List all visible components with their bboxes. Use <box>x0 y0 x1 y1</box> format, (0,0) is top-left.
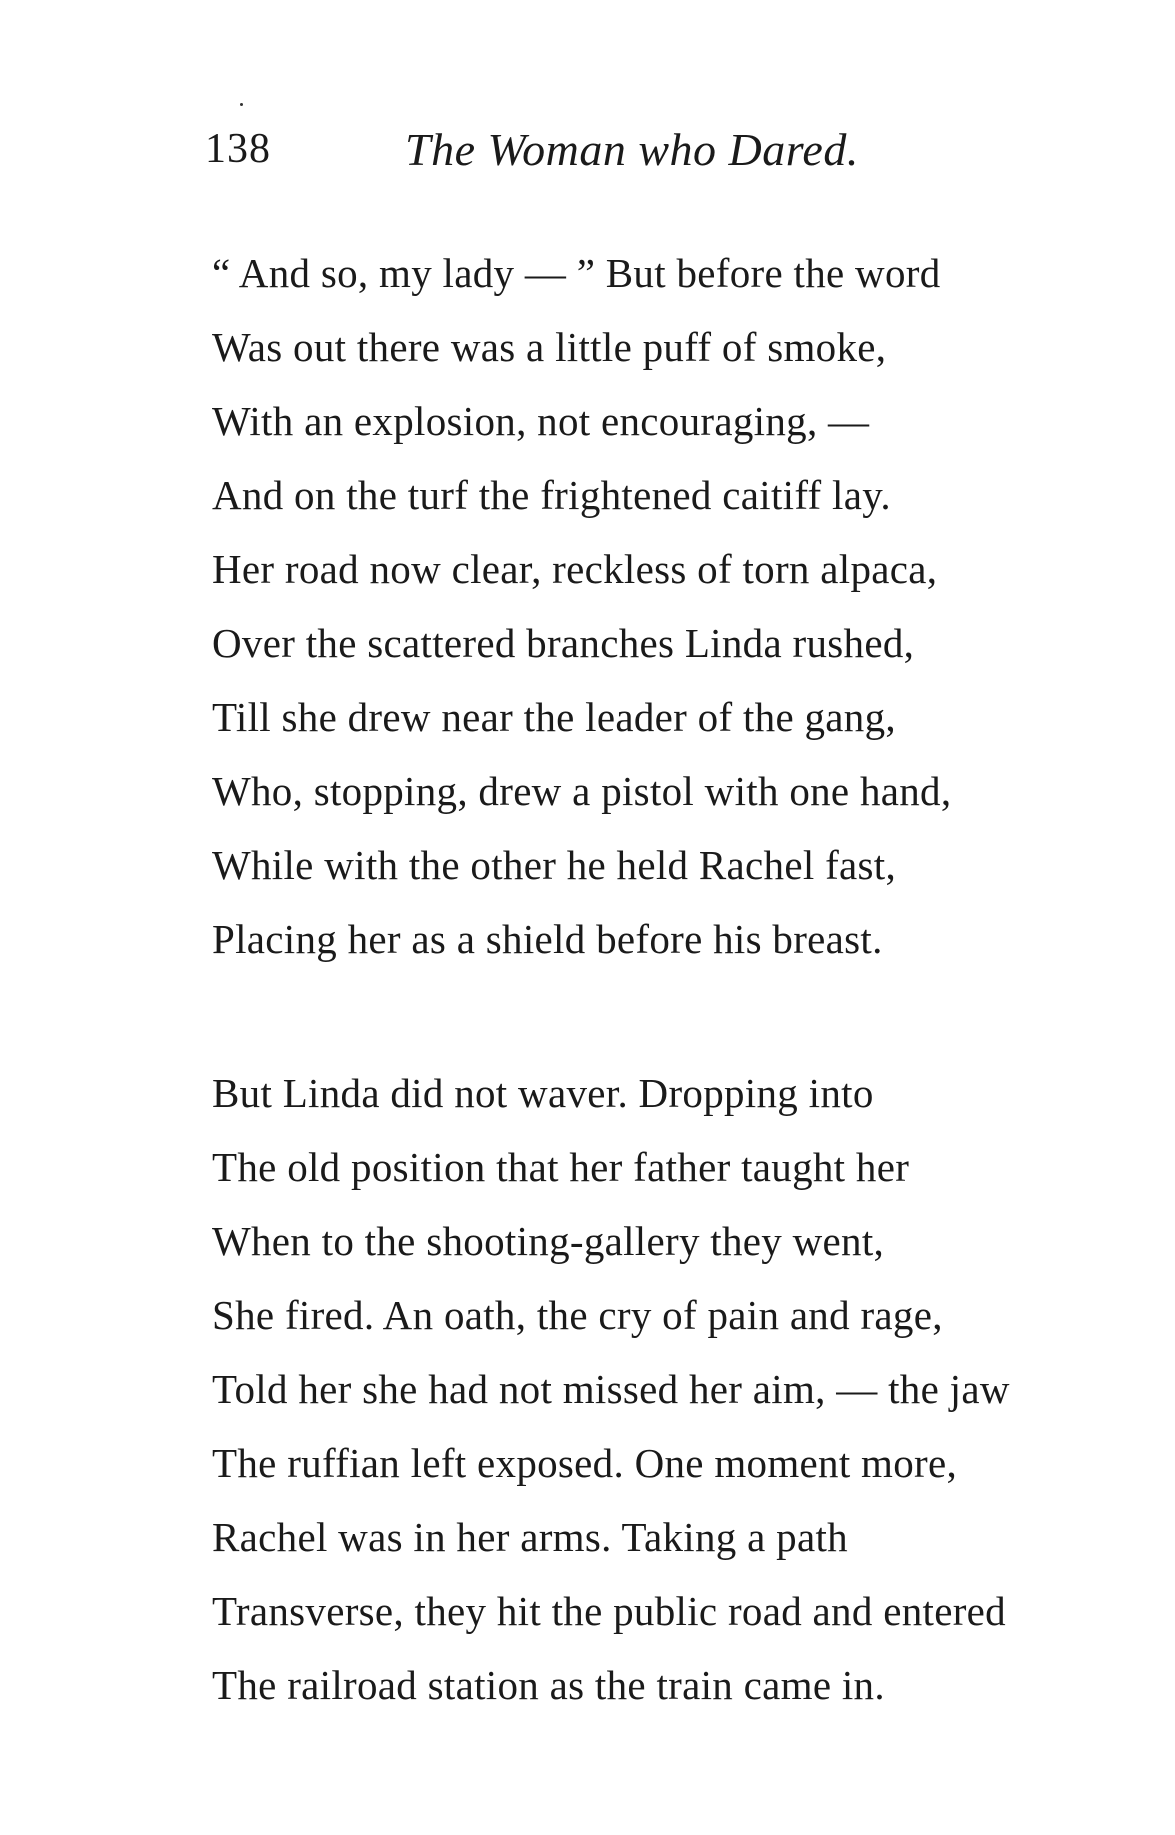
verse-line: When to the shooting-gallery they went, <box>212 1218 885 1264</box>
page-number: 138 <box>205 126 271 172</box>
ink-speck <box>240 103 243 106</box>
verse-line: Was out there was a little puff of smoke, <box>212 324 887 370</box>
stanza-1 <box>212 236 1132 976</box>
verse-line: The old position that her father taught her <box>212 1144 910 1190</box>
verse-line: And on the turf the frightened caitiff lay. <box>212 472 891 518</box>
verse-line: Transverse, they hit the public road and entered <box>212 1588 1006 1634</box>
verse-line: Over the scattered branches Linda rushed, <box>212 620 915 666</box>
verse-line: The ruffian left exposed. One moment more, <box>212 1440 958 1486</box>
verse-line: Her road now clear, reckless of torn alpaca, <box>212 546 938 592</box>
verse-line: Told her she had not missed her aim, — the jaw <box>212 1366 1010 1412</box>
verse-line: Till she drew near the leader of the gang, <box>212 694 896 740</box>
page-header <box>205 125 1005 185</box>
verse-line: “ And so, my lady — ” But before the word <box>212 250 941 296</box>
verse-line: Rachel was in her arms. Taking a path <box>212 1514 848 1560</box>
verse-line: With an explosion, not encouraging, — <box>212 398 870 444</box>
stanza-2 <box>212 1056 1132 1722</box>
verse-line: Who, stopping, drew a pistol with one hand, <box>212 768 952 814</box>
running-title: The Woman who Dared. <box>405 124 859 175</box>
verse-line: While with the other he held Rachel fast, <box>212 842 897 888</box>
verse-line: The railroad station as the train came in. <box>212 1662 885 1708</box>
verse-line: She fired. An oath, the cry of pain and rage, <box>212 1292 943 1338</box>
verse-line: Placing her as a shield before his breast. <box>212 916 883 962</box>
verse-line: But Linda did not waver. Dropping into <box>212 1070 874 1116</box>
